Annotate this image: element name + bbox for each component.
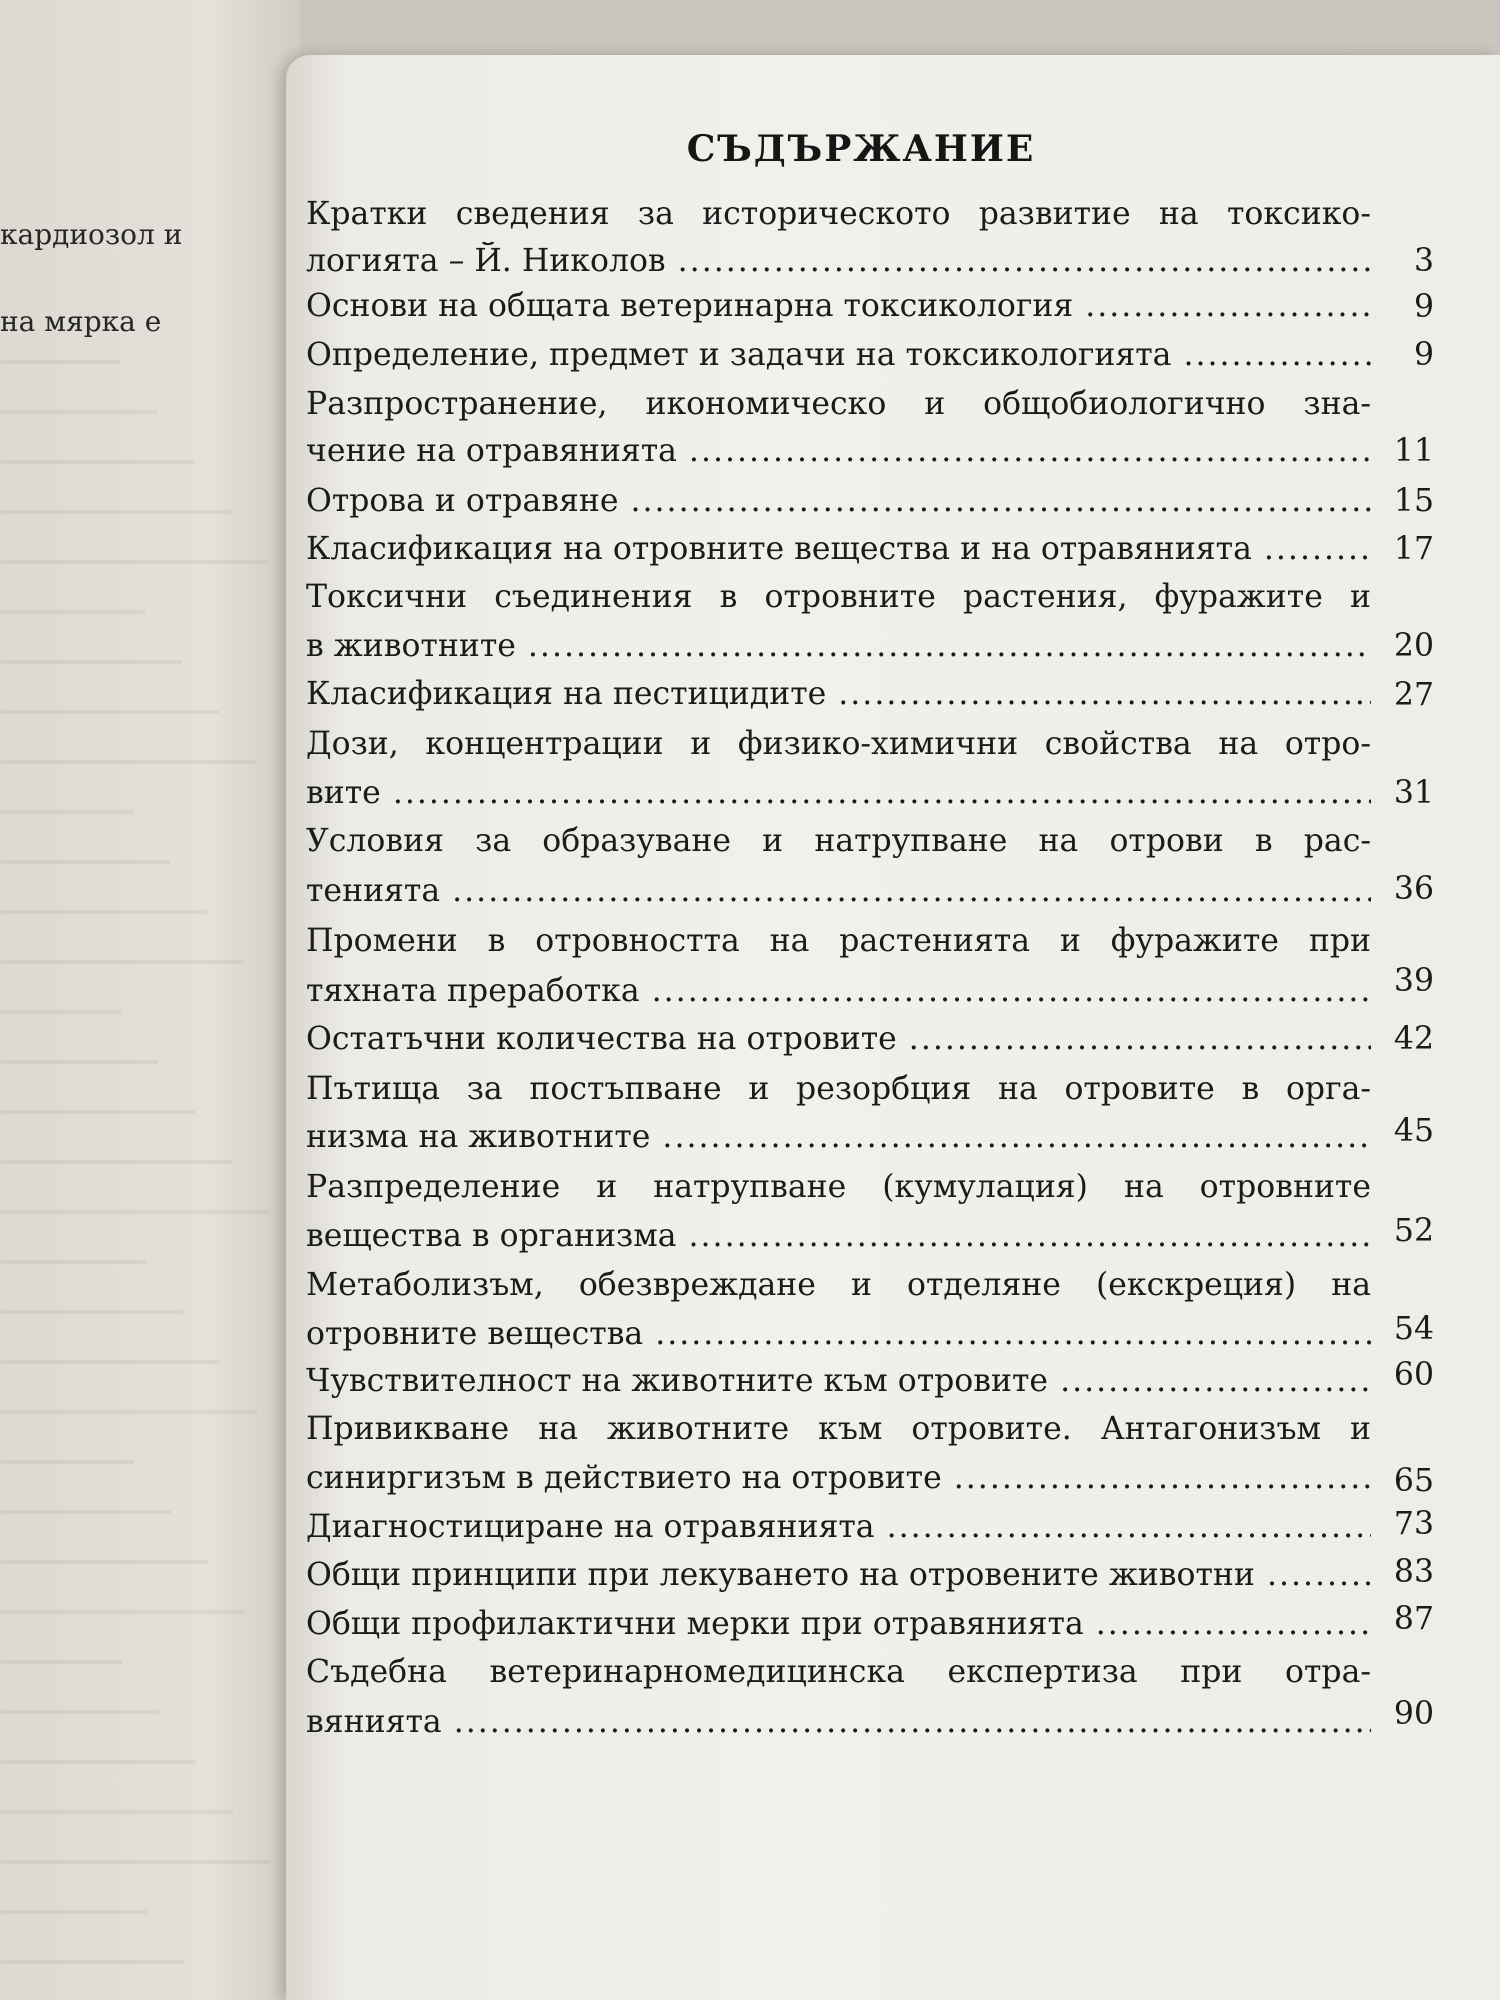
toc-entry-line: Класификация на отровните вещества и на отравянията ..... <box>306 530 1371 568</box>
bleed-through-line <box>0 1360 220 1364</box>
toc-entry-line: Привикване на животните към отровите. Антагонизъм и <box>306 1411 1371 1447</box>
toc-page-number: 20 <box>1393 628 1434 664</box>
toc-entry-line: Съдебна ветеринарномедицинска експертиза при отра- <box>306 1654 1371 1690</box>
left-page <box>0 0 300 2000</box>
toc-page-number: 45 <box>1393 1113 1434 1149</box>
bleed-through-line <box>0 660 182 664</box>
page-title: СЪДЪРЖАНИЕ <box>686 128 1036 170</box>
right-page <box>286 55 1500 2000</box>
toc-entry-line: Кратки сведения за историческото развитие на токсико- <box>306 196 1371 232</box>
toc-entry-line: Остатъчни количества на отровите ..... <box>306 1020 1371 1058</box>
toc-entry-line: отровните вещества ..... <box>306 1315 1371 1353</box>
toc-page-number: 52 <box>1393 1213 1434 1249</box>
toc-page-number: 27 <box>1393 677 1434 713</box>
bleed-through-line <box>0 410 157 414</box>
toc-entry-line: низма на животните ..... <box>306 1118 1371 1156</box>
left-page-fragment: на мярка е <box>0 305 162 338</box>
toc-entry-line: чение на отравянията ..... <box>306 432 1371 470</box>
bleed-through-line <box>0 1160 232 1164</box>
bleed-through-line <box>0 1210 269 1214</box>
bleed-through-line <box>0 560 268 564</box>
bleed-through-line <box>0 1560 208 1564</box>
bleed-through-line <box>0 1510 171 1514</box>
toc-entry-line: Диагностициране на отравянията ..... <box>306 1508 1371 1546</box>
toc-entry-line: тяхната преработка ..... <box>306 972 1371 1010</box>
bleed-through-line <box>0 610 145 614</box>
toc-entry-line: Дози, концентрации и физико-химични свойства на отро- <box>306 726 1371 762</box>
bleed-through-line <box>0 960 244 964</box>
toc-entry-line: Пътища за постъпване и резорбция на отровите в орга- <box>306 1071 1371 1107</box>
toc-page-number: 17 <box>1393 531 1434 567</box>
toc-entry-line: Общи принципи при лекуването на отровените животни ..... <box>306 1556 1371 1594</box>
bleed-through-line <box>0 1810 233 1814</box>
toc-page-number: 31 <box>1393 775 1434 811</box>
toc-entry-line: вите ..... <box>306 774 1371 812</box>
bleed-through-line <box>0 1960 184 1964</box>
toc-entry-line: вещества в организма ..... <box>306 1217 1371 1255</box>
bleed-through-line <box>0 1260 146 1264</box>
bleed-through-line <box>0 1060 158 1064</box>
toc-page-number: 39 <box>1393 963 1434 999</box>
toc-entry-line: вянията ..... <box>306 1703 1371 1741</box>
toc-entry-line: Отрова и отравяне ..... <box>306 482 1371 520</box>
toc-entry-line: Класификация на пестицидите ..... <box>306 675 1371 713</box>
toc-page-number: 42 <box>1393 1021 1434 1057</box>
toc-page-number: 65 <box>1393 1463 1434 1499</box>
toc-entry-line: Определение, предмет и задачи на токсикологията ..... <box>306 336 1371 374</box>
bleed-through-line <box>0 460 194 464</box>
toc-entry-line: Разпределение и натрупване (кумулация) на отровните <box>306 1169 1371 1205</box>
toc-entry-line: Разпространение, икономическо и общобиологично зна- <box>306 386 1371 422</box>
toc-entry-line: тенията ..... <box>306 872 1371 910</box>
toc-page-number: 83 <box>1393 1554 1434 1590</box>
left-page-fragment: кардиозол и <box>0 218 183 251</box>
bleed-through-line <box>0 1910 147 1914</box>
bleed-through-line <box>0 1010 121 1014</box>
toc-page-number: 36 <box>1393 871 1434 907</box>
toc-entry-line: логията – Й. Николов ..... <box>306 242 1371 280</box>
toc-entry-line: Чувствителност на животните към отровите ..... <box>306 1362 1371 1400</box>
toc-entry-line: синиргизъм в действието на отровите ..... <box>306 1459 1371 1497</box>
bleed-through-line <box>0 710 219 714</box>
bleed-through-line <box>0 1410 257 1414</box>
bleed-through-line <box>0 760 256 764</box>
bleed-through-line <box>0 1610 245 1614</box>
toc-entry-line: Общи профилактични мерки при отравянията ..... <box>306 1605 1371 1643</box>
bleed-through-line <box>0 1860 270 1864</box>
toc-entry-line: в животните ..... <box>306 627 1371 665</box>
toc-page-number: 60 <box>1393 1357 1434 1393</box>
toc-entry-line: Токсични съединения в отровните растения, фуражите и <box>306 579 1371 615</box>
bleed-through-line <box>0 1710 159 1714</box>
toc-entry-line: Основи на общата ветеринарна токсикология ..... <box>306 287 1371 325</box>
toc-entry-line: Условия за образуване и натрупване на отрови в рас- <box>306 823 1371 859</box>
bleed-through-line <box>0 1660 122 1664</box>
bleed-through-line <box>0 810 133 814</box>
toc-page-number: 15 <box>1393 483 1434 519</box>
bleed-through-line <box>0 1310 183 1314</box>
toc-entry-line: Промени в отровността на растенията и фуражите при <box>306 923 1371 959</box>
toc-page-number: 87 <box>1393 1601 1434 1637</box>
toc-page-number: 54 <box>1393 1311 1434 1347</box>
bleed-through-line <box>0 510 231 514</box>
bleed-through-line <box>0 1110 195 1114</box>
table-of-contents <box>286 55 1500 2000</box>
bleed-through-line <box>0 360 120 364</box>
toc-page-number: 9 <box>1413 337 1434 373</box>
toc-page-number: 73 <box>1393 1506 1434 1542</box>
toc-page-number: 11 <box>1393 433 1434 469</box>
bleed-through-line <box>0 910 207 914</box>
toc-page-number: 3 <box>1413 243 1434 279</box>
toc-page-number: 90 <box>1393 1696 1434 1732</box>
toc-entry-line: Метаболизъм, обезвреждане и отделяне (екскреция) на <box>306 1267 1371 1303</box>
toc-page-number: 9 <box>1413 289 1434 325</box>
bleed-through-line <box>0 1760 196 1764</box>
bleed-through-line <box>0 860 170 864</box>
bleed-through-line <box>0 1460 134 1464</box>
